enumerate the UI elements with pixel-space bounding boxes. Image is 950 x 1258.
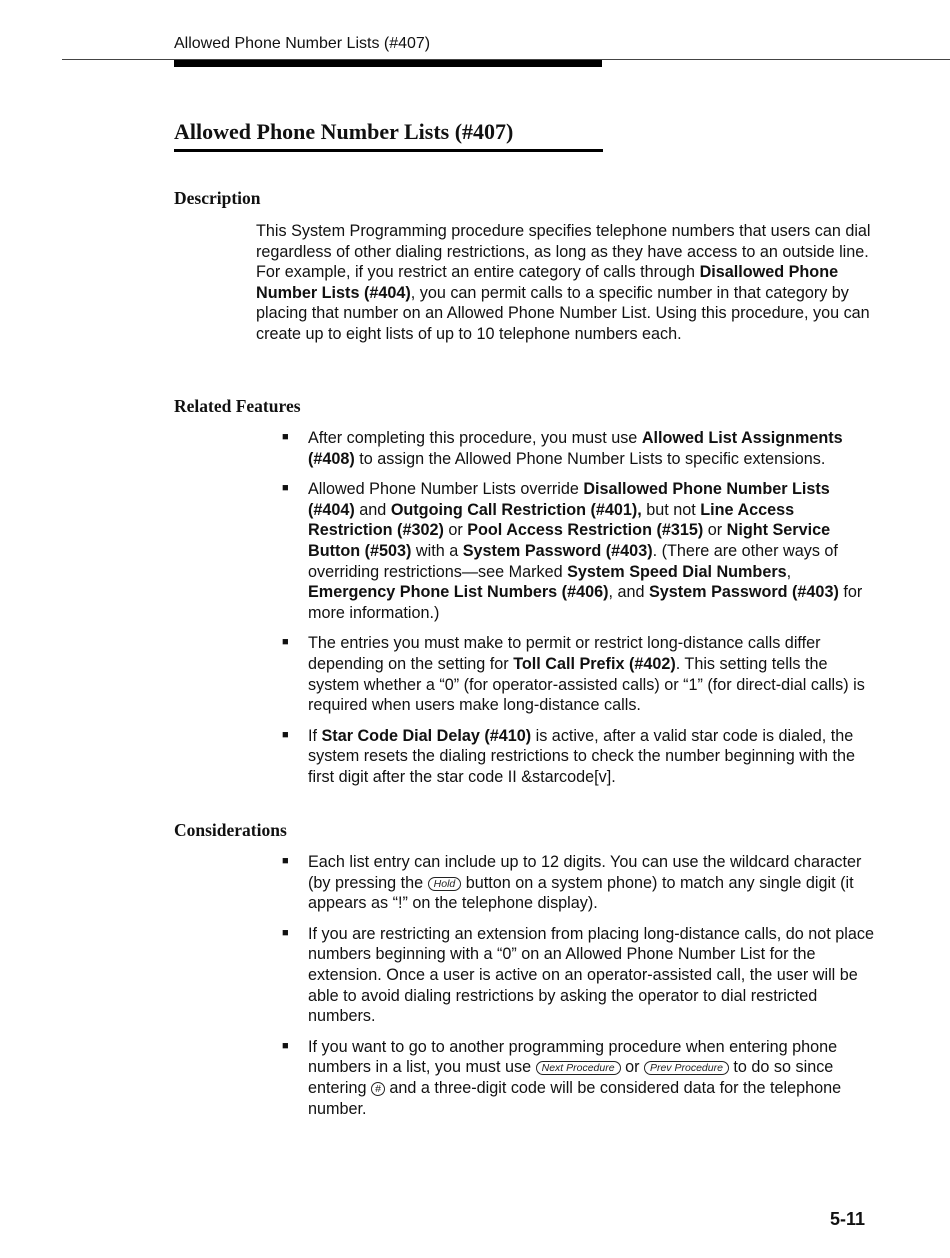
list-item: ■ If you want to go to another programming procedure when entering phone numbers in a list, you must use Next Procedure or Prev Procedure to do so since entering # and a three-digit code will be considered data for the telephone number. — [282, 1037, 842, 1118]
page-number: 5-11 — [830, 1209, 866, 1229]
list-item: ■ If Star Code Dial Delay (#410) is active, after a valid star code is dialed, the system resets the dialing restrictions to check the number beginning with the first digit after the star code II &starcode[v]. — [282, 726, 856, 786]
bullet-icon: ■ — [282, 855, 289, 867]
considerations-heading: Considerations — [174, 820, 287, 840]
next-procedure-key-icon: Next Procedure — [536, 1061, 621, 1075]
pound-key-icon: # — [371, 1082, 385, 1096]
header-rule-thick — [174, 60, 602, 67]
bullet-icon: ■ — [282, 431, 289, 443]
title-underline — [174, 149, 603, 152]
list-item: ■ Each list entry can include up to 12 digits. You can use the wildcard character (by pressing the Hold button on a system phone) to match any single digit (it appears as “!” on the telephone display). — [282, 853, 862, 913]
description-heading: Description — [174, 188, 261, 208]
bullet-icon: ■ — [282, 728, 289, 741]
list-item: ■ After completing this procedure, you must use Allowed List Assignments (#408) to assign the Allowed Phone Number Lists to specific extensions. — [282, 429, 843, 468]
related-features-list — [280, 428, 880, 788]
considerations-list — [280, 852, 880, 1119]
list-item: ■ Allowed Phone Number Lists override Disallowed Phone Number Lists (#404) and Outgoing Call Restriction (#401), but not Line Access Restriction (#302) or Pool Access Restriction (#315) or Night Service Button (#503) with a System Password (#403). (There are other ways of overriding restrictions—see Marked System Speed Dial Numbers, Emergency Phone List Numbers (#406), and System Password (#403) for more information.) — [282, 480, 863, 622]
bullet-icon: ■ — [282, 1039, 289, 1052]
running-header: Allowed Phone Number Lists (#407) — [174, 35, 431, 52]
bullet-icon: ■ — [282, 482, 289, 495]
related-features-heading: Related Features — [174, 396, 301, 416]
prev-procedure-key-icon: Prev Procedure — [644, 1061, 729, 1075]
page-title: Allowed Phone Number Lists (#407) — [174, 119, 514, 144]
hold-key-icon: Hold — [428, 877, 462, 891]
description-paragraph: This System Programming procedure specifies telephone numbers that users can dial regardless of other dialing restrictions, as long as they have access to an outside line. For example, if you restrict an entire category of calls through Disallowed Phone Number Lists (#404), you can permit calls to a specific number in that category by placing that number on an Allowed Phone Number List. Using this procedure, you can create up to eight lists of up to 10 telephone numbers each. — [256, 222, 871, 343]
bullet-icon: ■ — [282, 926, 289, 939]
bullet-icon: ■ — [282, 636, 289, 649]
list-item: ■ If you are restricting an extension from placing long-distance calls, do not place numbers beginning with a “0” on an Allowed Phone Number List for the extension. Once a user is active on an operator-assisted call, the user will be able to avoid dialing restrictions by asking the operator to dial restricted numbers. — [282, 924, 874, 1026]
list-item: ■ The entries you must make to permit or restrict long-distance calls differ depending on the setting for Toll Call Prefix (#402). This setting tells the system whether a “0” (for operator-assisted calls) or “1” (for direct-dial calls) is required when users make long-distance calls. — [282, 634, 865, 715]
